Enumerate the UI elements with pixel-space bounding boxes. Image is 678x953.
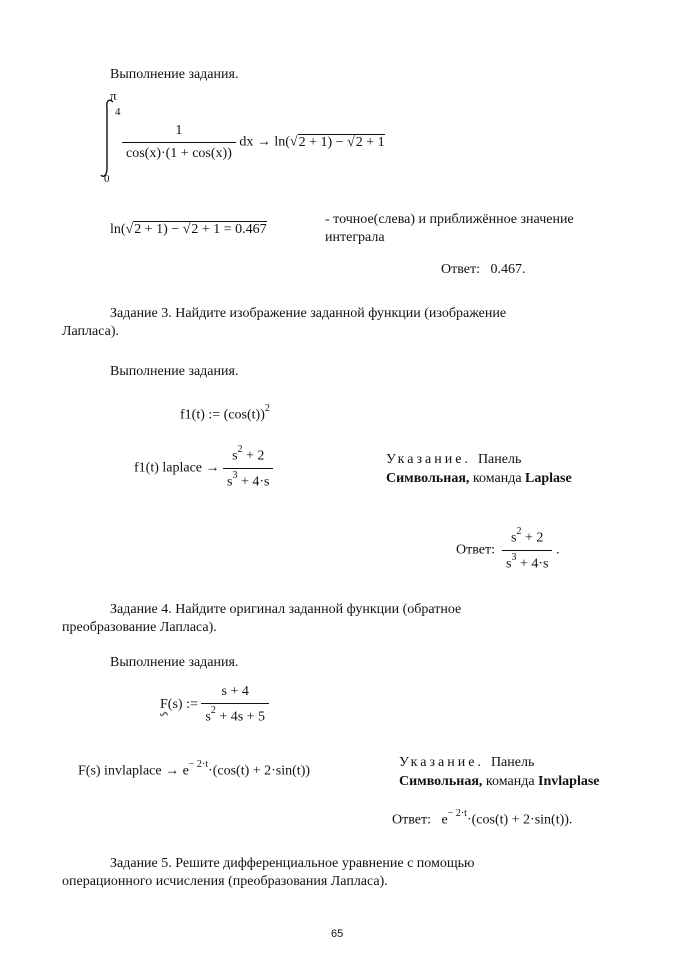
answer-4: Ответ: $e^{- 2\cdot t}\cdot(\cos(t) + 2\cdot\sin(t))$.: [392, 808, 573, 828]
F-definition: F(s) := $\frac{s + 4}{s^2 + 4s + 5}$: [160, 684, 269, 726]
laplace-expression: [134, 446, 273, 490]
execution-heading-4: Выполнение задания.: [110, 655, 239, 670]
task3-title-line2: Лапласа).: [62, 324, 119, 339]
hint-task4: Указание. Панель Символьная, команда Invlaplase: [399, 755, 600, 789]
approx-expression: ln(√2 + 1) − √2 + 1 = 0.467: [110, 222, 267, 237]
answer-3: Ответ: $\frac{s^2 + 2}{s^3 + 4\cdot s}$ .: [456, 526, 560, 572]
answer-label: Ответ:: [441, 262, 480, 277]
answer-1: [441, 262, 525, 278]
invlaplace-expression: F(s) invlaplace → $e^{- 2\cdot t}\cdot(\cos(t) + 2\cdot\sin(t))$: [78, 759, 311, 779]
page-number: 65: [331, 928, 344, 940]
answer-value: 0.467.: [490, 262, 526, 277]
integrand-fraction: [122, 123, 236, 162]
integral-dx: dx →: [239, 134, 271, 150]
task4-title-line1: Задание 4. Найдите оригинал заданной функции (обратное: [110, 602, 462, 617]
integral-upper-pi: π: [110, 88, 117, 103]
task5-title-line1: Задание 5. Решите дифференциальное уравнение с помощью: [110, 856, 475, 871]
laplace-fraction: $\frac{s^2 + 2}{s^3 + 4\cdot s}$: [223, 446, 273, 490]
integrand-numerator: 1: [175, 123, 183, 138]
integral-upper-4: 4: [115, 106, 121, 118]
laplace-lhs: f1(t) laplace →: [134, 460, 220, 476]
hint-task3: Указание. Панель Символьная, команда Laplase: [386, 452, 572, 486]
integral-lower-limit: 0: [104, 173, 110, 185]
task4-title-line2: преобразование Лапласа).: [62, 620, 217, 635]
integral-result: ln(√2 + 1) − √2 + 1: [274, 134, 385, 150]
answer-label: Ответ:: [456, 542, 495, 558]
integrand-denominator: cos(x)·(1 + cos(x)): [122, 142, 236, 162]
approx-comment: - точное(слева) и приближённое значение интеграла: [325, 212, 574, 245]
task5-title-line2: операционного исчисления (преобразования Лапласа).: [62, 874, 388, 889]
f1-definition: f1(t) := $(\cos(t))^2$: [180, 403, 270, 423]
execution-heading-1: Выполнение задания.: [110, 67, 239, 82]
integral-body: [122, 123, 385, 162]
task3-title-line1: Задание 3. Найдите изображение заданной функции (изображение: [110, 306, 507, 321]
execution-heading-3: Выполнение задания.: [110, 364, 239, 379]
answer-label: Ответ:: [392, 812, 431, 828]
